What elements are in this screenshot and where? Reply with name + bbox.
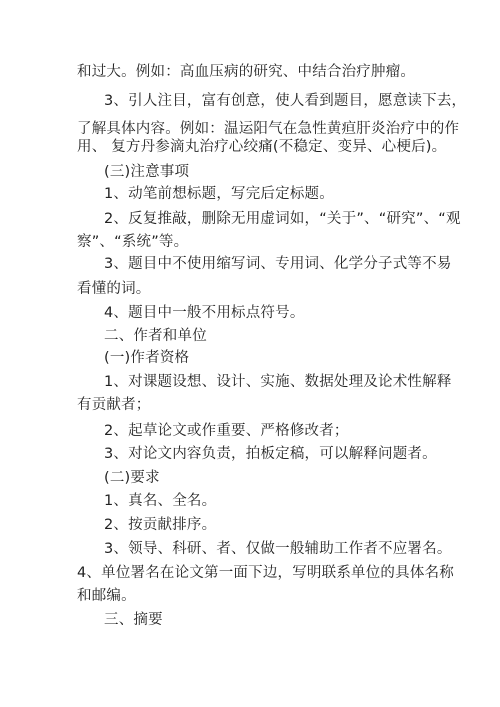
text-line: 1、对课题设想、设计、实施、数据处理及论术性解释 [104,374,452,390]
section-heading: 三、摘要 [104,612,163,628]
text-line: 和过大。例如：高血压病的研究、中结合治疗肿瘤。 [77,64,416,80]
section-heading: 二、作者和单位 [104,328,207,344]
text-line: 有贡献者； [77,397,151,413]
text-line: 2、起草论文或作重要、严格修改者； [104,423,349,439]
section-heading: (二)要求 [104,470,160,486]
text-line: 4、单位署名在论文第一面下边，写明联系单位的具体名称 [77,565,454,581]
text-line: 2、按贡献排序。 [104,517,217,533]
text-line: 3、引人注目，富有创意，使人看到题目，愿意读下去， [104,93,467,109]
text-line: 1、真名、全名。 [104,493,217,509]
text-line: 4、题目中一般不用标点符号。 [104,305,305,321]
text-line: 看懂的词。 [77,281,151,297]
text-line: 用、 复方丹参滴丸治疗心绞痛(不稳定、变异、心梗后)。 [77,139,447,155]
text-line: 3、题目中不使用缩写词、专用词、化学分子式等不易 [104,256,452,272]
section-heading: (一)作者资格 [104,350,190,366]
text-line: 和邮编。 [77,588,136,604]
text-line: 察”、“系统”等。 [77,234,189,250]
text-line: 2、反复推敲，删除无用虚词如，“关于”、“研究”、“观 [104,211,461,227]
text-line: 了解具体内容。例如：温运阳气在急性黄疸肝炎治疗中的作 [77,121,460,137]
text-line: 3、对论文内容负责，拍板定稿，可以解释问题者。 [104,446,437,462]
text-line: 1、动笔前想标题，写完后定标题。 [104,186,334,202]
section-heading: (三)注意事项 [104,164,190,180]
text-line: 3、领导、科研、者、仅做一般辅助工作者不应署名。 [104,541,452,557]
